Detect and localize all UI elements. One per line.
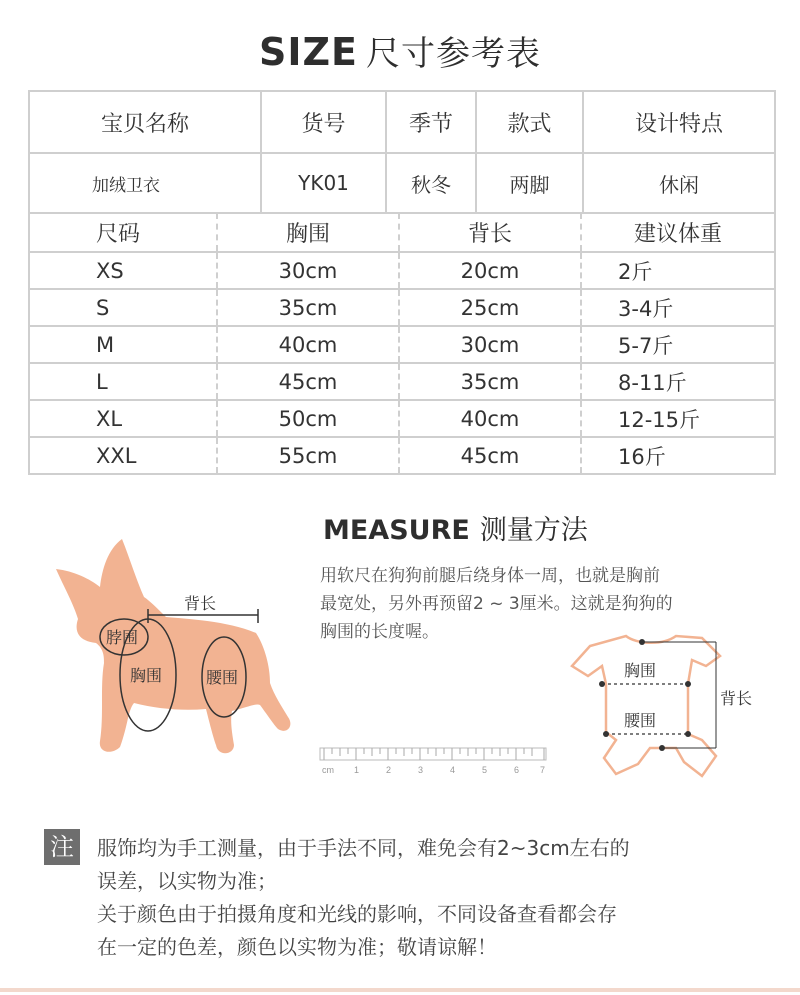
measure-title: [323, 508, 588, 547]
dog-label-waist: 腰围: [206, 670, 239, 687]
size-cell: XS: [29, 252, 217, 289]
dog-label-neck: 脖围: [106, 630, 139, 647]
dog-silhouette: [56, 539, 290, 753]
chest-cell: 55cm: [217, 437, 399, 474]
measure-title-zh: 测量方法: [479, 515, 588, 546]
size-cell: L: [29, 363, 217, 400]
ruler-label: 6: [514, 765, 520, 775]
ruler-label: cm: [322, 765, 334, 775]
shirt-label-back: 背长: [720, 691, 753, 708]
measure-desc-line: 用软尺在狗狗前腿后绕身体一周，也就是胸前: [320, 566, 660, 586]
page-title: [0, 26, 800, 75]
note-line: 关于颜色由于拍摄角度和光线的影响，不同设备查看都会存: [97, 902, 617, 926]
size-row: [29, 326, 775, 363]
shirt-label-waist: 腰围: [624, 713, 657, 730]
note-line: 在一定的色差，颜色以实物为准；敬请谅解！: [97, 935, 497, 959]
shirt-label-chest: 胸围: [624, 663, 657, 680]
size-chart-table: [28, 213, 776, 475]
info-value-cell: 休闲: [583, 153, 775, 213]
note-badge: 注: [44, 829, 80, 865]
info-header-cell: 宝贝名称: [29, 91, 261, 153]
note-text: [97, 832, 777, 964]
size-row: [29, 363, 775, 400]
ruler-ticks: [324, 748, 544, 760]
ruler-label: 5: [482, 765, 488, 775]
back-cell: 20cm: [399, 252, 581, 289]
info-header-cell: 季节: [386, 91, 476, 153]
info-header-cell: 设计特点: [583, 91, 775, 153]
size-row: [29, 437, 775, 474]
info-value-cell: YK01: [261, 153, 386, 213]
size-header-cell: 建议体重: [581, 213, 775, 252]
size-row: [29, 289, 775, 326]
ruler-label: 3: [418, 765, 424, 775]
dog-label-back: 背长: [184, 596, 217, 613]
size-cell: M: [29, 326, 217, 363]
back-cell: 25cm: [399, 289, 581, 326]
weight-cell: 2斤: [581, 252, 775, 289]
chest-cell: 40cm: [217, 326, 399, 363]
info-header-row: [29, 91, 775, 153]
measure-title-en: MEASURE: [323, 515, 470, 546]
size-row: [29, 252, 775, 289]
size-cell: XL: [29, 400, 217, 437]
ruler-label: 1: [354, 765, 360, 775]
size-header-cell: 背长: [399, 213, 581, 252]
dog-label-chest: 胸围: [130, 668, 163, 685]
size-cell: S: [29, 289, 217, 326]
shirt-measure-diagram: [566, 622, 781, 787]
chest-cell: 35cm: [217, 289, 399, 326]
info-value-cell: 秋冬: [386, 153, 476, 213]
size-header-cell: 胸围: [217, 213, 399, 252]
info-header-cell: 货号: [261, 91, 386, 153]
size-cell: XXL: [29, 437, 217, 474]
weight-cell: 12-15斤: [581, 400, 775, 437]
measure-desc-line: 胸围的长度喔。: [320, 622, 439, 642]
info-header-cell: 款式: [476, 91, 583, 153]
info-value-row: [29, 153, 775, 213]
size-header-cell: 尺码: [29, 213, 217, 252]
note-line: 服饰均为手工测量，由于手法不同，难免会有2~3cm左右的: [97, 836, 630, 860]
shirt-outline: [572, 636, 720, 776]
chest-cell: 45cm: [217, 363, 399, 400]
size-row: [29, 400, 775, 437]
title-zh: 尺寸参考表: [366, 34, 542, 74]
measure-desc-line: 最宽处，另外再预留2 ~ 3厘米。这就是狗狗的: [320, 594, 673, 614]
ruler-label: 7: [540, 765, 546, 775]
product-info-table: [28, 90, 776, 214]
info-value-cell: 两脚: [476, 153, 583, 213]
weight-cell: 8-11斤: [581, 363, 775, 400]
back-cell: 40cm: [399, 400, 581, 437]
back-cell: 30cm: [399, 326, 581, 363]
ruler-label: 2: [386, 765, 392, 775]
back-cell: 35cm: [399, 363, 581, 400]
title-en: SIZE: [258, 30, 359, 74]
ruler-icon: [318, 746, 550, 782]
bottom-divider: [0, 988, 800, 992]
dog-measure-illustration: [48, 535, 308, 765]
weight-cell: 5-7斤: [581, 326, 775, 363]
chest-cell: 30cm: [217, 252, 399, 289]
size-header-row: [29, 213, 775, 252]
chest-cell: 50cm: [217, 400, 399, 437]
weight-cell: 16斤: [581, 437, 775, 474]
weight-cell: 3-4斤: [581, 289, 775, 326]
back-cell: 45cm: [399, 437, 581, 474]
ruler-label: 4: [450, 765, 456, 775]
info-value-cell: 加绒卫衣: [29, 153, 261, 213]
note-line: 误差，以实物为准；: [97, 869, 277, 893]
